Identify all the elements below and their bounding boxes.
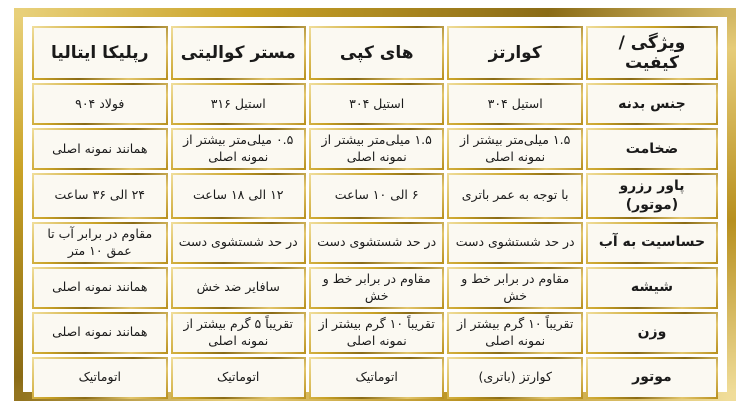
row-label: وزن xyxy=(586,312,718,354)
table-cell: ۱۲ الی ۱۸ ساعت xyxy=(171,173,306,219)
table-cell: تقریباً ۵ گرم بیشتر از نمونه اصلی xyxy=(171,312,306,354)
table-cell: با توجه به عمر باتری xyxy=(447,173,582,219)
row-label: شیشه xyxy=(586,267,718,309)
table-cell: کوارتز (باتری) xyxy=(447,357,582,399)
table-cell: همانند نمونه اصلی xyxy=(32,128,168,170)
table-cell: ۱.۵ میلی‌متر بیشتر از نمونه اصلی xyxy=(447,128,582,170)
table-row xyxy=(32,357,718,399)
column-header-high-copy: های کپی xyxy=(309,26,444,80)
table-cell: سافایر ضد خش xyxy=(171,267,306,309)
table-row xyxy=(32,312,718,354)
table-cell: مقاوم در برابر خط و خش xyxy=(309,267,444,309)
table-header-row xyxy=(32,26,718,80)
table-cell: ۲۴ الی ۳۶ ساعت xyxy=(32,173,168,219)
table-cell: مقاوم در برابر خط و خش xyxy=(447,267,582,309)
column-header-quartz: کوارتز xyxy=(447,26,582,80)
table-cell: در حد شستشوی دست xyxy=(309,222,444,264)
table-cell: استیل ۳۰۴ xyxy=(309,83,444,125)
table-row xyxy=(32,173,718,219)
table-cell: همانند نمونه اصلی xyxy=(32,312,168,354)
table-cell: استیل ۳۱۶ xyxy=(171,83,306,125)
row-label: پاور رزرو (موتور) xyxy=(586,173,718,219)
table-row xyxy=(32,222,718,264)
column-header-master-quality: مستر کوالیتی xyxy=(171,26,306,80)
gold-bordered-table-frame xyxy=(14,8,736,401)
row-label: ضخامت xyxy=(586,128,718,170)
table-cell: اتوماتیک xyxy=(171,357,306,399)
table-cell: ۰.۵ میلی‌متر بیشتر از نمونه اصلی xyxy=(171,128,306,170)
row-label: موتور xyxy=(586,357,718,399)
table-cell: تقریباً ۱۰ گرم بیشتر از نمونه اصلی xyxy=(309,312,444,354)
row-label: جنس بدنه xyxy=(586,83,718,125)
table-row xyxy=(32,83,718,125)
table-row xyxy=(32,267,718,309)
row-label: حساسیت به آب xyxy=(586,222,718,264)
table-cell: مقاوم در برابر آب تا عمق ۱۰ متر xyxy=(32,222,168,264)
column-header-feature: ویژگی / کیفیت xyxy=(586,26,718,80)
table-cell: همانند نمونه اصلی xyxy=(32,267,168,309)
table-cell: فولاد ۹۰۴ xyxy=(32,83,168,125)
table-cell: در حد شستشوی دست xyxy=(447,222,582,264)
table-cell: اتوماتیک xyxy=(309,357,444,399)
comparison-table xyxy=(29,23,721,402)
table-cell: اتوماتیک xyxy=(32,357,168,399)
table-cell: ۶ الی ۱۰ ساعت xyxy=(309,173,444,219)
table-cell: استیل ۳۰۴ xyxy=(447,83,582,125)
table-cell: در حد شستشوی دست xyxy=(171,222,306,264)
table-cell: ۱.۵ میلی‌متر بیشتر از نمونه اصلی xyxy=(309,128,444,170)
table-row xyxy=(32,128,718,170)
table-cell: تقریباً ۱۰ گرم بیشتر از نمونه اصلی xyxy=(447,312,582,354)
column-header-replica-italia: رپلیکا ایتالیا xyxy=(32,26,168,80)
